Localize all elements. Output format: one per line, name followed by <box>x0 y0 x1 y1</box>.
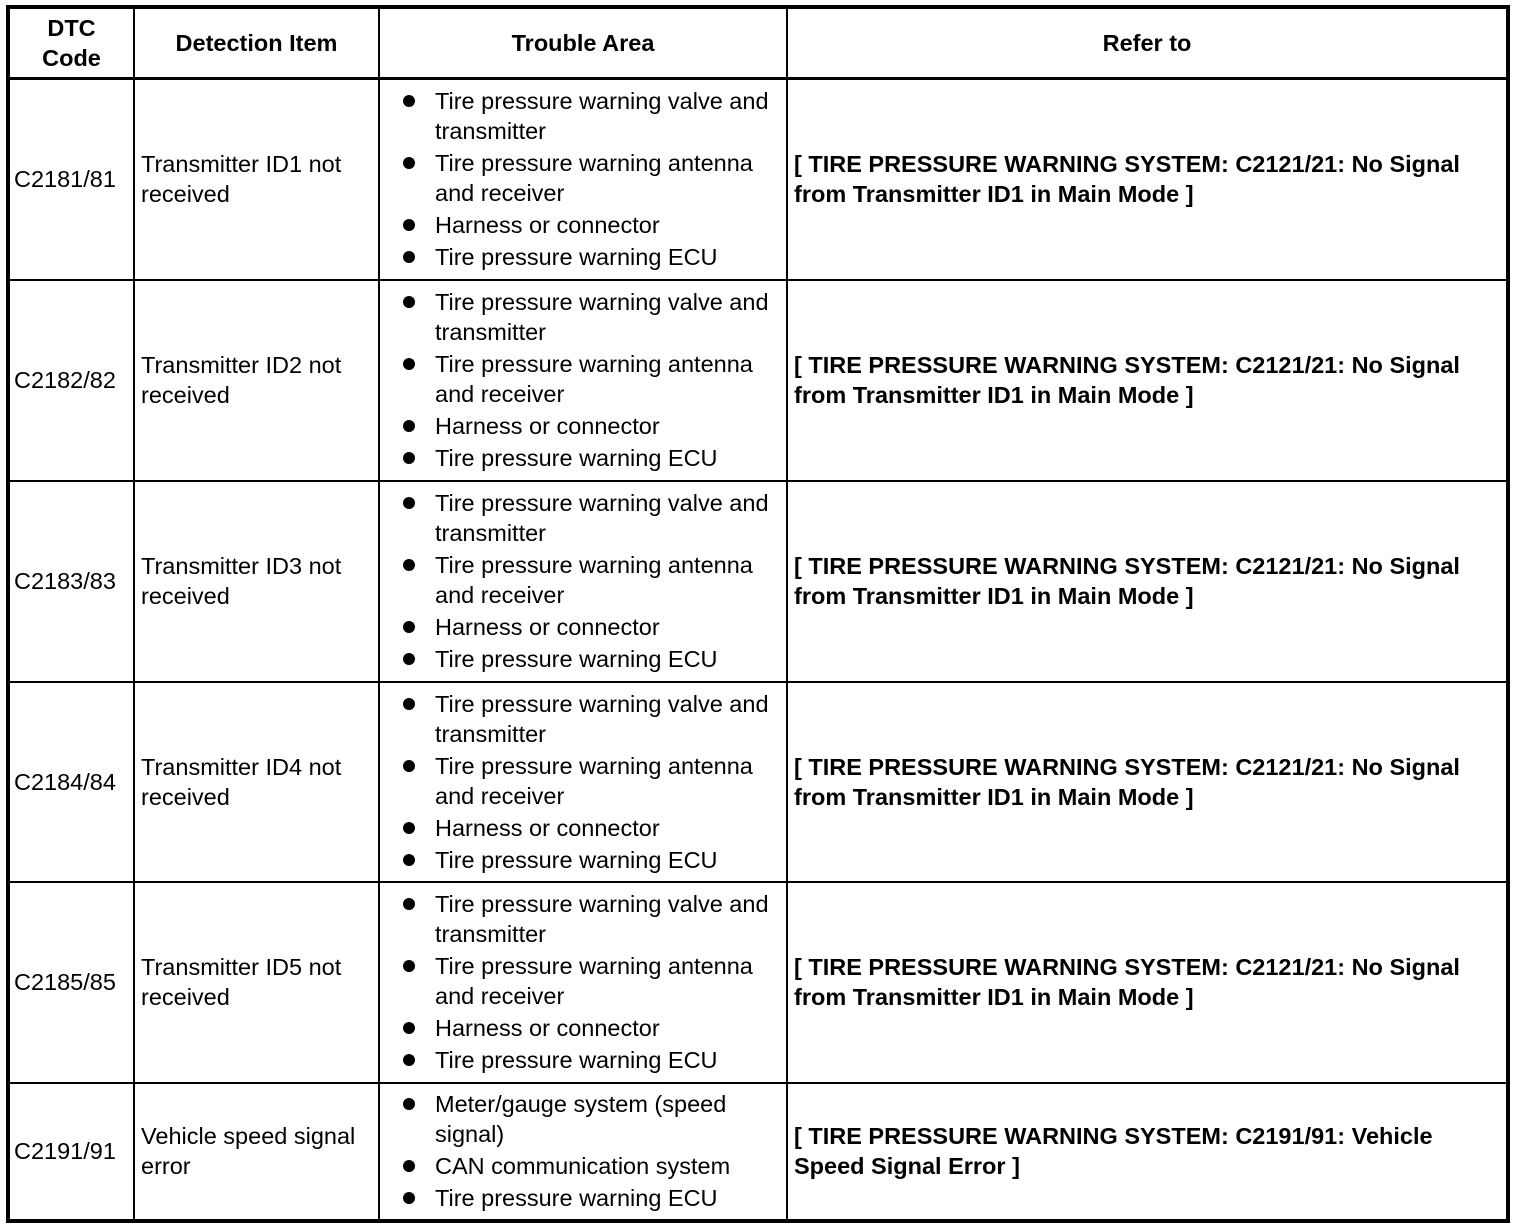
trouble-area-item <box>386 210 780 240</box>
trouble-area-item <box>386 287 780 347</box>
trouble-area-text: Tire pressure warning ECU <box>435 846 718 873</box>
header-detection-item: Detection Item <box>134 7 379 79</box>
dtc-code: C2183/83 <box>8 481 134 682</box>
detection-item: Transmitter ID2 not received <box>134 280 379 481</box>
trouble-area-item <box>386 644 780 674</box>
trouble-area-list <box>386 287 780 473</box>
table-row <box>8 280 1508 481</box>
bullet-icon <box>403 653 415 665</box>
dtc-code: C2185/85 <box>8 882 134 1083</box>
bullet-icon <box>403 854 415 866</box>
trouble-area-item <box>386 1045 780 1075</box>
trouble-area-item <box>386 889 780 949</box>
trouble-area-item <box>386 86 780 146</box>
refer-to-link[interactable]: [ TIRE PRESSURE WARNING SYSTEM: C2121/21: No Signal from Transmitter ID1 in Main Mode ] <box>787 79 1508 280</box>
refer-to-link[interactable]: [ TIRE PRESSURE WARNING SYSTEM: C2121/21: No Signal from Transmitter ID1 in Main Mode ] <box>787 682 1508 882</box>
bullet-icon <box>403 559 415 571</box>
trouble-area <box>379 1083 787 1221</box>
trouble-area-list <box>386 488 780 674</box>
trouble-area-item <box>386 411 780 441</box>
bullet-icon <box>403 698 415 710</box>
header-dtc-line2: Code <box>42 45 101 71</box>
dtc-code: C2191/91 <box>8 1083 134 1221</box>
trouble-area-item <box>386 951 780 1011</box>
bullet-icon <box>403 898 415 910</box>
bullet-icon <box>403 1160 415 1172</box>
bullet-icon <box>403 157 415 169</box>
trouble-area-text: CAN communication system <box>435 1153 731 1179</box>
bullet-icon <box>403 452 415 464</box>
bullet-icon <box>403 1098 415 1110</box>
refer-to-link[interactable]: [ TIRE PRESSURE WARNING SYSTEM: C2121/21: No Signal from Transmitter ID1 in Main Mode ] <box>787 882 1508 1083</box>
trouble-area-text: Harness or connector <box>435 614 660 640</box>
trouble-area <box>379 280 787 481</box>
trouble-area-item <box>386 349 780 409</box>
trouble-area-item <box>386 1151 780 1181</box>
detection-item: Vehicle speed signal error <box>134 1083 379 1221</box>
header-row <box>8 7 1508 79</box>
header-dtc-code <box>8 7 134 79</box>
bullet-icon <box>403 497 415 509</box>
trouble-area-item <box>386 751 780 811</box>
trouble-area-text: Tire pressure warning antenna and receiver <box>435 752 753 809</box>
trouble-area <box>379 682 787 882</box>
trouble-area-item <box>386 1089 780 1149</box>
trouble-area-item <box>386 612 780 642</box>
trouble-area-list <box>386 86 780 272</box>
header-trouble-area: Trouble Area <box>379 7 787 79</box>
table-row <box>8 882 1508 1083</box>
trouble-area-text: Tire pressure warning valve and transmitter <box>435 690 769 747</box>
table-row <box>8 79 1508 280</box>
dtc-code: C2184/84 <box>8 682 134 882</box>
bullet-icon <box>403 358 415 370</box>
trouble-area-text: Tire pressure warning antenna and receiver <box>435 150 753 207</box>
bullet-icon <box>403 621 415 633</box>
trouble-area-text: Tire pressure warning ECU <box>435 646 718 672</box>
trouble-area-item <box>386 1183 780 1213</box>
detection-item: Transmitter ID3 not received <box>134 481 379 682</box>
trouble-area-text: Harness or connector <box>435 814 660 841</box>
bullet-icon <box>403 251 415 263</box>
trouble-area-text: Harness or connector <box>435 1015 660 1041</box>
trouble-area-text: Meter/gauge system (speed signal) <box>435 1091 727 1147</box>
trouble-area-text: Tire pressure warning antenna and receiver <box>435 552 753 608</box>
trouble-area-text: Tire pressure warning ECU <box>435 244 718 271</box>
trouble-area-text: Tire pressure warning antenna and receiver <box>435 351 753 407</box>
trouble-area-item <box>386 1013 780 1043</box>
table-row <box>8 481 1508 682</box>
bullet-icon <box>403 420 415 432</box>
trouble-area-item <box>386 813 780 843</box>
bullet-icon <box>403 822 415 834</box>
trouble-area-list <box>386 689 780 875</box>
trouble-area-text: Tire pressure warning antenna and receiver <box>435 953 753 1009</box>
trouble-area-item <box>386 845 780 875</box>
trouble-area-text: Tire pressure warning valve and transmitter <box>435 891 769 947</box>
trouble-area-list <box>386 889 780 1075</box>
trouble-area-text: Harness or connector <box>435 212 660 239</box>
bullet-icon <box>403 1054 415 1066</box>
trouble-area <box>379 481 787 682</box>
trouble-area-item <box>386 488 780 548</box>
detection-item: Transmitter ID4 not received <box>134 682 379 882</box>
trouble-area-item <box>386 689 780 749</box>
trouble-area-item <box>386 148 780 208</box>
bullet-icon <box>403 760 415 772</box>
trouble-area <box>379 882 787 1083</box>
bullet-icon <box>403 1192 415 1204</box>
detection-item: Transmitter ID1 not received <box>134 79 379 280</box>
trouble-area-list <box>386 1089 780 1213</box>
dtc-table <box>6 5 1510 1223</box>
table-row <box>8 1083 1508 1221</box>
trouble-area-item <box>386 242 780 272</box>
refer-to-link[interactable]: [ TIRE PRESSURE WARNING SYSTEM: C2121/21: No Signal from Transmitter ID1 in Main Mode ] <box>787 481 1508 682</box>
trouble-area-text: Tire pressure warning valve and transmitter <box>435 88 769 145</box>
bullet-icon <box>403 296 415 308</box>
trouble-area-text: Harness or connector <box>435 413 660 439</box>
trouble-area-text: Tire pressure warning ECU <box>435 1185 718 1211</box>
refer-to-link[interactable]: [ TIRE PRESSURE WARNING SYSTEM: C2121/21: No Signal from Transmitter ID1 in Main Mode ] <box>787 280 1508 481</box>
detection-item: Transmitter ID5 not received <box>134 882 379 1083</box>
trouble-area-text: Tire pressure warning valve and transmitter <box>435 490 769 546</box>
bullet-icon <box>403 1022 415 1034</box>
bullet-icon <box>403 95 415 107</box>
header-dtc-line1: DTC <box>47 15 96 41</box>
trouble-area-text: Tire pressure warning ECU <box>435 1047 718 1073</box>
header-refer-to: Refer to <box>787 7 1508 79</box>
refer-to-link[interactable]: [ TIRE PRESSURE WARNING SYSTEM: C2191/91: Vehicle Speed Signal Error ] <box>787 1083 1508 1221</box>
table-row <box>8 682 1508 882</box>
dtc-code: C2181/81 <box>8 79 134 280</box>
trouble-area-text: Tire pressure warning valve and transmitter <box>435 289 769 345</box>
bullet-icon <box>403 219 415 231</box>
bullet-icon <box>403 960 415 972</box>
trouble-area-item <box>386 443 780 473</box>
trouble-area <box>379 79 787 280</box>
trouble-area-item <box>386 550 780 610</box>
trouble-area-text: Tire pressure warning ECU <box>435 445 718 471</box>
dtc-code: C2182/82 <box>8 280 134 481</box>
